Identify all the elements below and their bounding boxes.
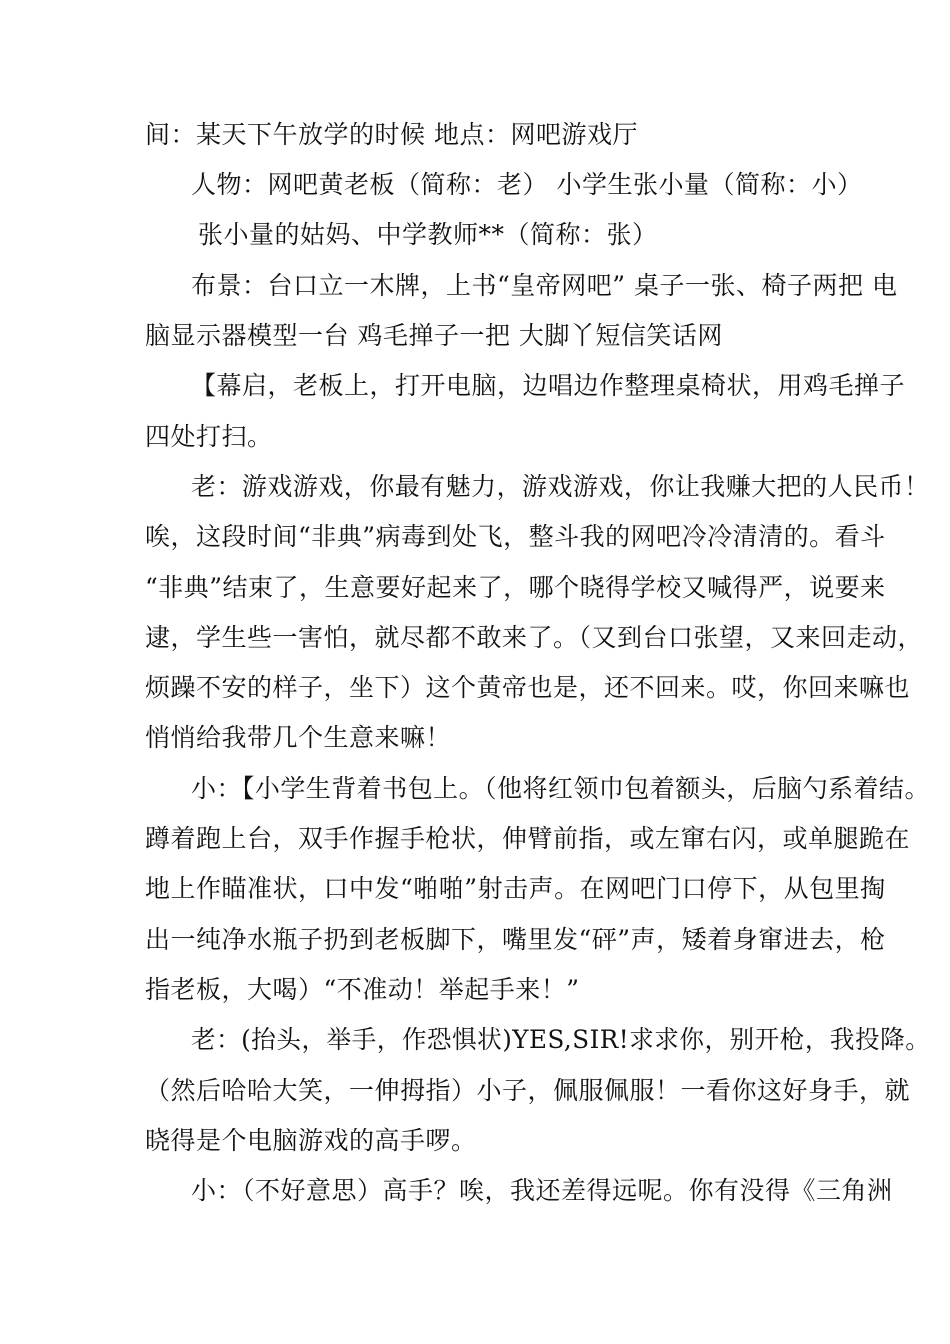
text-line-student-5: 指老板，大喝）“不准动！举起手来！” xyxy=(145,975,580,1004)
text-line-curtain: 【幕启，老板上，打开电脑，边唱边作整理桌椅状，用鸡毛掸子 xyxy=(191,371,906,400)
text-line-boss-3: “非典”结束了，生意要好起来了，哪个晓得学校又喊得严，说要来 xyxy=(145,573,886,602)
text-line-characters: 人物：网吧黄老板（简称：老） 小学生张小量（简称：小） xyxy=(191,170,863,199)
text-line-boss-4: 逮，学生些一害怕，就尽都不敢来了。（又到台口张望，又来回走动， xyxy=(145,623,924,652)
text-line-student-reply: 小：（不好意思）高手？唉，我还差得远呢。你有没得《三角洲 xyxy=(191,1176,893,1205)
text-line-boss-reply-3: 晓得是个电脑游戏的高手啰。 xyxy=(145,1126,477,1155)
text-line-time-place: 间：某天下午放学的时候 地点：网吧游戏厅 xyxy=(145,120,638,149)
text-line-student-1: 小：【小学生背着书包上。（他将红领巾包着额头，后脑勺系着结。 xyxy=(191,774,930,803)
text-line-boss-reply-2: （然后哈哈大笑，一伸拇指）小子，佩服佩服！一看你这好身手，就 xyxy=(145,1076,911,1105)
text-line-characters-cont: 张小量的姑妈、中学教师**（简称：张） xyxy=(198,220,658,249)
text-line-boss-1: 老：游戏游戏，你最有魅力，游戏游戏，你让我赚大把的人民币！ xyxy=(191,472,930,501)
text-line-boss-5: 烦躁不安的样子，坐下）这个黄帝也是，还不回来。哎，你回来嘛也 xyxy=(145,673,911,702)
text-line-student-2: 蹲着跑上台，双手作握手枪状，伸臂前指，或左窜右闪，或单腿跪在 xyxy=(145,824,911,853)
text-line-student-3: 地上作瞄准状，口中发“啪啪”射击声。在网吧门口停下，从包里掏 xyxy=(145,874,886,903)
text-line-boss-2: 唉，这段时间“非典”病毒到处飞，整斗我的网吧冷冷清清的。看斗 xyxy=(145,522,886,551)
text-line-curtain-cont: 四处打扫。 xyxy=(145,422,273,451)
text-line-boss-6: 悄悄给我带几个生意来嘛！ xyxy=(145,723,452,752)
text-line-boss-reply-1: 老：(抬头，举手，作恐惧状)YES,SIR!求求你，别开枪，我投降。 xyxy=(191,1025,931,1054)
text-line-setting-cont: 脑显示器模型一台 鸡毛掸子一把 大脚丫短信笑话网 xyxy=(145,321,723,350)
text-line-student-4: 出一纯净水瓶子扔到老板脚下，嘴里发“砰”声，矮着身窜进去，枪 xyxy=(145,925,886,954)
text-line-setting: 布景：台口立一木牌，上书“皇帝网吧” 桌子一张、椅子两把 电 xyxy=(191,271,898,300)
